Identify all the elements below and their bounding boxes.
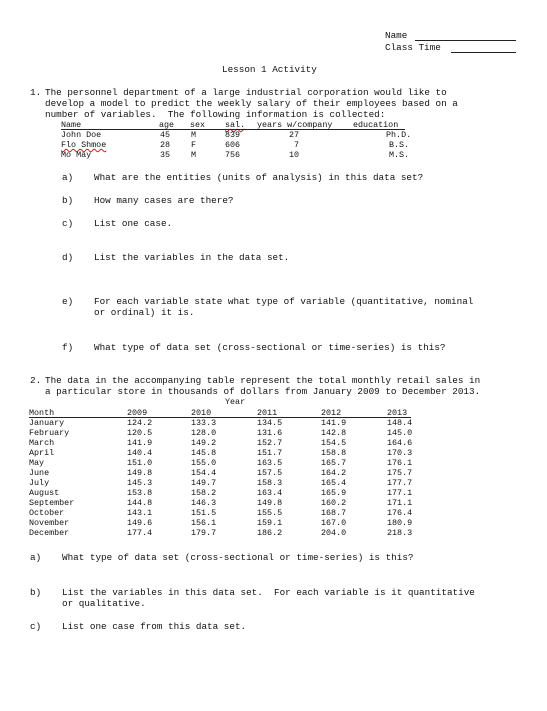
cell-sex: M <box>191 130 197 140</box>
cell-sales-value: 133.3 <box>191 418 217 428</box>
col-header-year: 2013 <box>387 408 408 418</box>
cell-sales-value: 158.3 <box>257 478 283 488</box>
cell-sales-value: 176.4 <box>387 508 413 518</box>
cell-sales-value: 177.1 <box>387 488 413 498</box>
cell-age: 45 <box>160 130 171 140</box>
cell-age: 28 <box>160 140 171 150</box>
col-header-sex: sex <box>190 120 206 130</box>
cell-years: 10 <box>289 150 300 160</box>
cell-sales-value: 141.9 <box>321 418 347 428</box>
cell-sales-value: 155.5 <box>257 508 283 518</box>
q1-item-e-text-1: For each variable state what type of variable (quantitative, nominal <box>94 296 474 307</box>
cell-sales-value: 186.2 <box>257 528 283 538</box>
q2-item-b-letter: b) <box>30 587 42 598</box>
cell-sales-value: 204.0 <box>321 528 347 538</box>
cell-sales-value: 149.8 <box>257 498 283 508</box>
cell-month: February <box>29 428 70 438</box>
cell-sales-value: 151.0 <box>127 458 153 468</box>
cell-month: August <box>29 488 60 498</box>
cell-month: May <box>29 458 45 468</box>
cell-name: Flo Shmoe <box>61 140 107 150</box>
col-header-year: 2010 <box>191 408 212 418</box>
cell-education: Ph.D. <box>386 130 412 140</box>
cell-sales-value: 179.7 <box>191 528 217 538</box>
q2-item-a-letter: a) <box>30 552 42 563</box>
q2-item-c-letter: c) <box>30 621 42 632</box>
cell-sales-value: 145.3 <box>127 478 153 488</box>
cell-sales-value: 152.7 <box>257 438 283 448</box>
page-title: Lesson 1 Activity <box>222 64 317 75</box>
cell-sales-value: 167.0 <box>321 518 347 528</box>
cell-sales-value: 158.8 <box>321 448 347 458</box>
cell-sales-value: 165.4 <box>321 478 347 488</box>
cell-sales-value: 164.2 <box>321 468 347 478</box>
q1-item-f-text: What type of data set (cross-sectional or time-series) is this? <box>94 342 446 353</box>
col-header-month: Month <box>29 408 55 418</box>
cell-sales-value: 145.0 <box>387 428 413 438</box>
cell-sales-value: 149.2 <box>191 438 217 448</box>
cell-sales-value: 151.7 <box>257 448 283 458</box>
cell-sales-value: 143.1 <box>127 508 153 518</box>
cell-month: July <box>29 478 50 488</box>
cell-sales-value: 163.5 <box>257 458 283 468</box>
cell-sales-value: 163.4 <box>257 488 283 498</box>
name-field-line[interactable] <box>415 30 516 41</box>
year-label: Year <box>225 397 246 407</box>
cell-sales-value: 218.3 <box>387 528 413 538</box>
cell-name: Mo May <box>61 150 92 160</box>
cell-sales-value: 128.0 <box>191 428 217 438</box>
q1-intro-line-2: develop a model to predict the weekly salary of their employees based on a <box>45 98 458 109</box>
cell-month: December <box>29 528 70 538</box>
cell-month: June <box>29 468 50 478</box>
cell-sales-value: 154.5 <box>321 438 347 448</box>
cell-sales-value: 146.3 <box>191 498 217 508</box>
cell-sales-value: 177.4 <box>127 528 153 538</box>
q2-item-c-text: List one case from this data set. <box>62 621 247 632</box>
q1-item-b-letter: b) <box>62 195 74 206</box>
cell-month: March <box>29 438 55 448</box>
cell-sales-value: 149.6 <box>127 518 153 528</box>
cell-salary: 606 <box>225 140 241 150</box>
q1-item-e-letter: e) <box>62 296 74 307</box>
col-header-year: 2011 <box>257 408 278 418</box>
cell-sales-value: 144.8 <box>127 498 153 508</box>
cell-sales-value: 177.7 <box>387 478 413 488</box>
name-label: Name <box>385 30 408 41</box>
q2-intro-line-1: The data in the accompanying table represent the total monthly retail sales in <box>45 375 481 386</box>
cell-sales-value: 141.9 <box>127 438 153 448</box>
cell-age: 35 <box>160 150 171 160</box>
col-header-age: age <box>159 120 175 130</box>
q1-item-d-letter: d) <box>62 252 74 263</box>
cell-name: John Doe <box>61 130 102 140</box>
cell-sales-value: 149.7 <box>191 478 217 488</box>
cell-education: B.S. <box>389 140 410 150</box>
cell-sales-value: 120.5 <box>127 428 153 438</box>
class-time-label: Class Time <box>385 42 441 53</box>
cell-month: April <box>29 448 55 458</box>
class-time-field-line[interactable] <box>451 42 516 53</box>
cell-sales-value: 145.8 <box>191 448 217 458</box>
cell-sales-value: 159.1 <box>257 518 283 528</box>
cell-sex: F <box>191 140 197 150</box>
q1-intro-line-1: The personnel department of a large industrial corporation would like to <box>45 87 447 98</box>
q2-intro-line-2: a particular store in thousands of dollars from January 2009 to December 2013. <box>45 386 481 397</box>
col-header-education: education <box>353 120 399 130</box>
cell-sales-value: 134.5 <box>257 418 283 428</box>
sales-table-header-rule <box>29 417 411 418</box>
cell-sales-value: 158.2 <box>191 488 217 498</box>
cell-salary: 839 <box>225 130 241 140</box>
q2-item-b-text-1: List the variables in this data set. For each variable is it quantitative <box>62 587 475 598</box>
cell-sales-value: 124.2 <box>127 418 153 428</box>
cell-sales-value: 148.4 <box>387 418 413 428</box>
cell-sales-value: 168.7 <box>321 508 347 518</box>
cell-sales-value: 176.1 <box>387 458 413 468</box>
q2-item-b-text-2: or qualitative. <box>62 598 146 609</box>
cell-sales-value: 131.6 <box>257 428 283 438</box>
q1-item-b-text: How many cases are there? <box>94 195 234 206</box>
q1-item-c-letter: c) <box>62 218 74 229</box>
cell-salary: 756 <box>225 150 241 160</box>
col-header-name: Name <box>61 120 82 130</box>
q1-item-d-text: List the variables in the data set. <box>94 252 290 263</box>
cell-sales-value: 149.8 <box>127 468 153 478</box>
cell-years: 7 <box>294 140 300 150</box>
cell-sales-value: 171.1 <box>387 498 413 508</box>
cell-sex: M <box>191 150 197 160</box>
q2-number: 2. <box>30 375 42 386</box>
q1-item-a-letter: a) <box>62 172 74 183</box>
cell-sales-value: 170.3 <box>387 448 413 458</box>
col-header-year: 2009 <box>127 408 148 418</box>
q1-item-e-text-2: or ordinal) it is. <box>94 307 195 318</box>
q2-item-a-text: What type of data set (cross-sectional or time-series) is this? <box>62 552 414 563</box>
cell-month: November <box>29 518 70 528</box>
cell-sales-value: 180.9 <box>387 518 413 528</box>
cell-sales-value: 165.7 <box>321 458 347 468</box>
cell-sales-value: 165.9 <box>321 488 347 498</box>
col-header-salary: sal. <box>225 120 246 130</box>
cell-sales-value: 142.8 <box>321 428 347 438</box>
cell-month: September <box>29 498 75 508</box>
cell-sales-value: 151.5 <box>191 508 217 518</box>
q1-item-a-text: What are the entities (units of analysis) in this data set? <box>94 172 424 183</box>
cell-education: M.S. <box>389 150 410 160</box>
cell-sales-value: 154.4 <box>191 468 217 478</box>
cell-sales-value: 160.2 <box>321 498 347 508</box>
cell-sales-value: 140.4 <box>127 448 153 458</box>
cell-sales-value: 153.8 <box>127 488 153 498</box>
cell-sales-value: 164.6 <box>387 438 413 448</box>
cell-month: January <box>29 418 65 428</box>
cell-sales-value: 157.5 <box>257 468 283 478</box>
col-header-year: 2012 <box>321 408 342 418</box>
q1-number: 1. <box>30 87 42 98</box>
q1-item-c-text: List one case. <box>94 218 173 229</box>
cell-sales-value: 155.0 <box>191 458 217 468</box>
q1-intro-line-3: number of variables. The following information is collected: <box>45 109 386 120</box>
cell-sales-value: 175.7 <box>387 468 413 478</box>
cell-years: 27 <box>289 130 300 140</box>
col-header-years: years w/company <box>257 120 333 130</box>
q1-item-f-letter: f) <box>62 342 74 353</box>
cell-sales-value: 156.1 <box>191 518 217 528</box>
cell-month: October <box>29 508 65 518</box>
